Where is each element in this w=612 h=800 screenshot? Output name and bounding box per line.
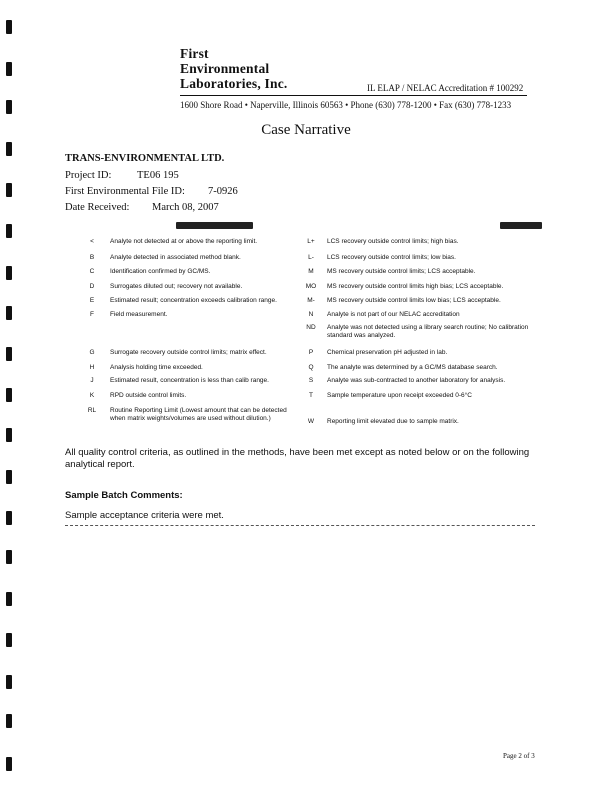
qualifier-code: K — [89, 392, 95, 399]
punch-mark — [6, 592, 12, 606]
project-id-label: Project ID: — [65, 170, 112, 181]
qualifier-code: < — [90, 238, 94, 245]
qualifier-code: W — [307, 418, 315, 425]
date-received-row — [65, 202, 219, 213]
punch-mark — [6, 100, 12, 114]
qualifier-code: H — [89, 364, 95, 371]
punch-mark — [6, 347, 12, 361]
qualifier-description: Analyte was not detected using a library search routine; No calibration standard was analyzed. — [327, 324, 529, 339]
qualifier-code: E — [89, 297, 95, 304]
qualifier-description: Field measurement. — [110, 311, 168, 318]
qualifier-description: MS recovery outside control limits; LCS acceptable. — [327, 268, 476, 275]
punch-mark — [6, 20, 12, 34]
qualifier-description: Surrogates diluted out; recovery not available. — [110, 283, 243, 290]
qualifier-description: Analyte not detected at or above the reporting limit. — [110, 238, 258, 245]
punch-mark — [6, 428, 12, 442]
punch-mark — [6, 224, 12, 238]
qualifier-code: B — [89, 254, 95, 261]
punch-mark — [6, 183, 12, 197]
batch-comments-heading: Sample Batch Comments: — [65, 490, 183, 501]
qualifiers-heading-right — [500, 222, 542, 229]
company-name-line: Environmental — [180, 61, 270, 76]
qualifier-description: LCS recovery outside control limits; high bias. — [327, 238, 459, 245]
qualifier-description: MS recovery outside control limits high bias; LCS acceptable. — [327, 283, 504, 290]
qualifier-code: L- — [308, 254, 314, 261]
qualifier-code: G — [89, 349, 95, 356]
qualifier-description: Analyte is not part of our NELAC accreditation — [327, 311, 460, 318]
qualifier-description: The analyte was determined by a GC/MS database search. — [327, 364, 498, 371]
file-id-row — [65, 186, 238, 197]
project-id-value: TE06 195 — [137, 170, 179, 181]
company-name-line: First — [180, 46, 209, 61]
qualifier-description: Identification confirmed by GC/MS. — [110, 268, 211, 275]
qualifier-description: MS recovery outside control limits low bias; LCS acceptable. — [327, 297, 501, 304]
qualifier-code: M- — [307, 297, 315, 304]
client-name: TRANS-ENVIRONMENTAL LTD. — [65, 153, 225, 164]
qualifier-description: Sample temperature upon receipt exceeded 0-6°C — [327, 392, 472, 399]
punch-mark — [6, 633, 12, 647]
company-name — [180, 46, 287, 91]
qualifier-code: D — [89, 283, 95, 290]
punch-mark — [6, 511, 12, 525]
file-id-label: First Environmental File ID: — [65, 186, 185, 197]
accreditation-number: IL ELAP / NELAC Accreditation # 100292 — [367, 83, 524, 93]
punch-mark — [6, 142, 12, 156]
qualifier-code: C — [89, 268, 95, 275]
punch-mark — [6, 675, 12, 689]
qualifier-description: Estimated result, concentration is less than calib range. — [110, 377, 269, 384]
batch-comment: Sample acceptance criteria were met. — [65, 510, 224, 521]
date-received-value: March 08, 2007 — [152, 202, 219, 213]
qualifier-code: F — [90, 311, 94, 318]
punch-mark — [6, 62, 12, 76]
qualifier-description: Analysis holding time exceeded. — [110, 364, 203, 371]
punch-mark — [6, 470, 12, 484]
qualifier-code: MO — [305, 283, 317, 290]
punch-mark — [6, 388, 12, 402]
qualifier-code: ND — [306, 324, 316, 331]
comment-divider — [65, 525, 535, 526]
qualifiers-heading-left — [176, 222, 253, 229]
qualifier-code: N — [308, 311, 314, 318]
punch-mark — [6, 550, 12, 564]
qualifier-description: RPD outside control limits. — [110, 392, 187, 399]
project-id-row — [65, 170, 179, 181]
qualifier-description: Estimated result; concentration exceeds calibration range. — [110, 297, 277, 304]
punch-mark — [6, 306, 12, 320]
qualifier-code: T — [309, 392, 313, 399]
qualifier-code: Q — [308, 364, 314, 371]
qualifier-description: Chemical preservation pH adjusted in lab. — [327, 349, 448, 356]
punch-mark — [6, 266, 12, 280]
qc-statement: All quality control criteria, as outlined in the methods, have been met except as noted below or on the following analytical report. — [65, 447, 530, 470]
qualifier-code: J — [90, 377, 94, 384]
punch-mark — [6, 757, 12, 771]
document-title: Case Narrative — [261, 122, 351, 138]
qualifier-description: LCS recovery outside control limits; low bias. — [327, 254, 456, 261]
header-divider — [180, 95, 527, 96]
qualifier-code: L+ — [307, 238, 315, 245]
qualifier-description: Reporting limit elevated due to sample matrix. — [327, 418, 459, 425]
page-number: Page 2 of 3 — [503, 752, 535, 760]
qualifier-description: Analyte detected in associated method blank. — [110, 254, 241, 261]
qualifier-code: M — [308, 268, 314, 275]
qualifier-code: P — [308, 349, 314, 356]
lab-address: 1600 Shore Road • Naperville, Illinois 60563 • Phone (630) 778-1200 • Fax (630) 778-1233 — [180, 100, 512, 110]
qualifier-description: Analyte was sub-contracted to another laboratory for analysis. — [327, 377, 506, 384]
qualifier-code: S — [308, 377, 314, 384]
file-id-value: 7-0926 — [208, 186, 238, 197]
company-name-line: Laboratories, Inc. — [180, 76, 288, 91]
qualifier-code: RL — [87, 407, 97, 414]
punch-mark — [6, 714, 12, 728]
qualifier-description: Routine Reporting Limit (Lowest amount that can be detected when matrix weights/volumes are used without dilution.) — [110, 407, 287, 422]
date-received-label: Date Received: — [65, 202, 130, 213]
qualifier-description: Surrogate recovery outside control limits; matrix effect. — [110, 349, 267, 356]
